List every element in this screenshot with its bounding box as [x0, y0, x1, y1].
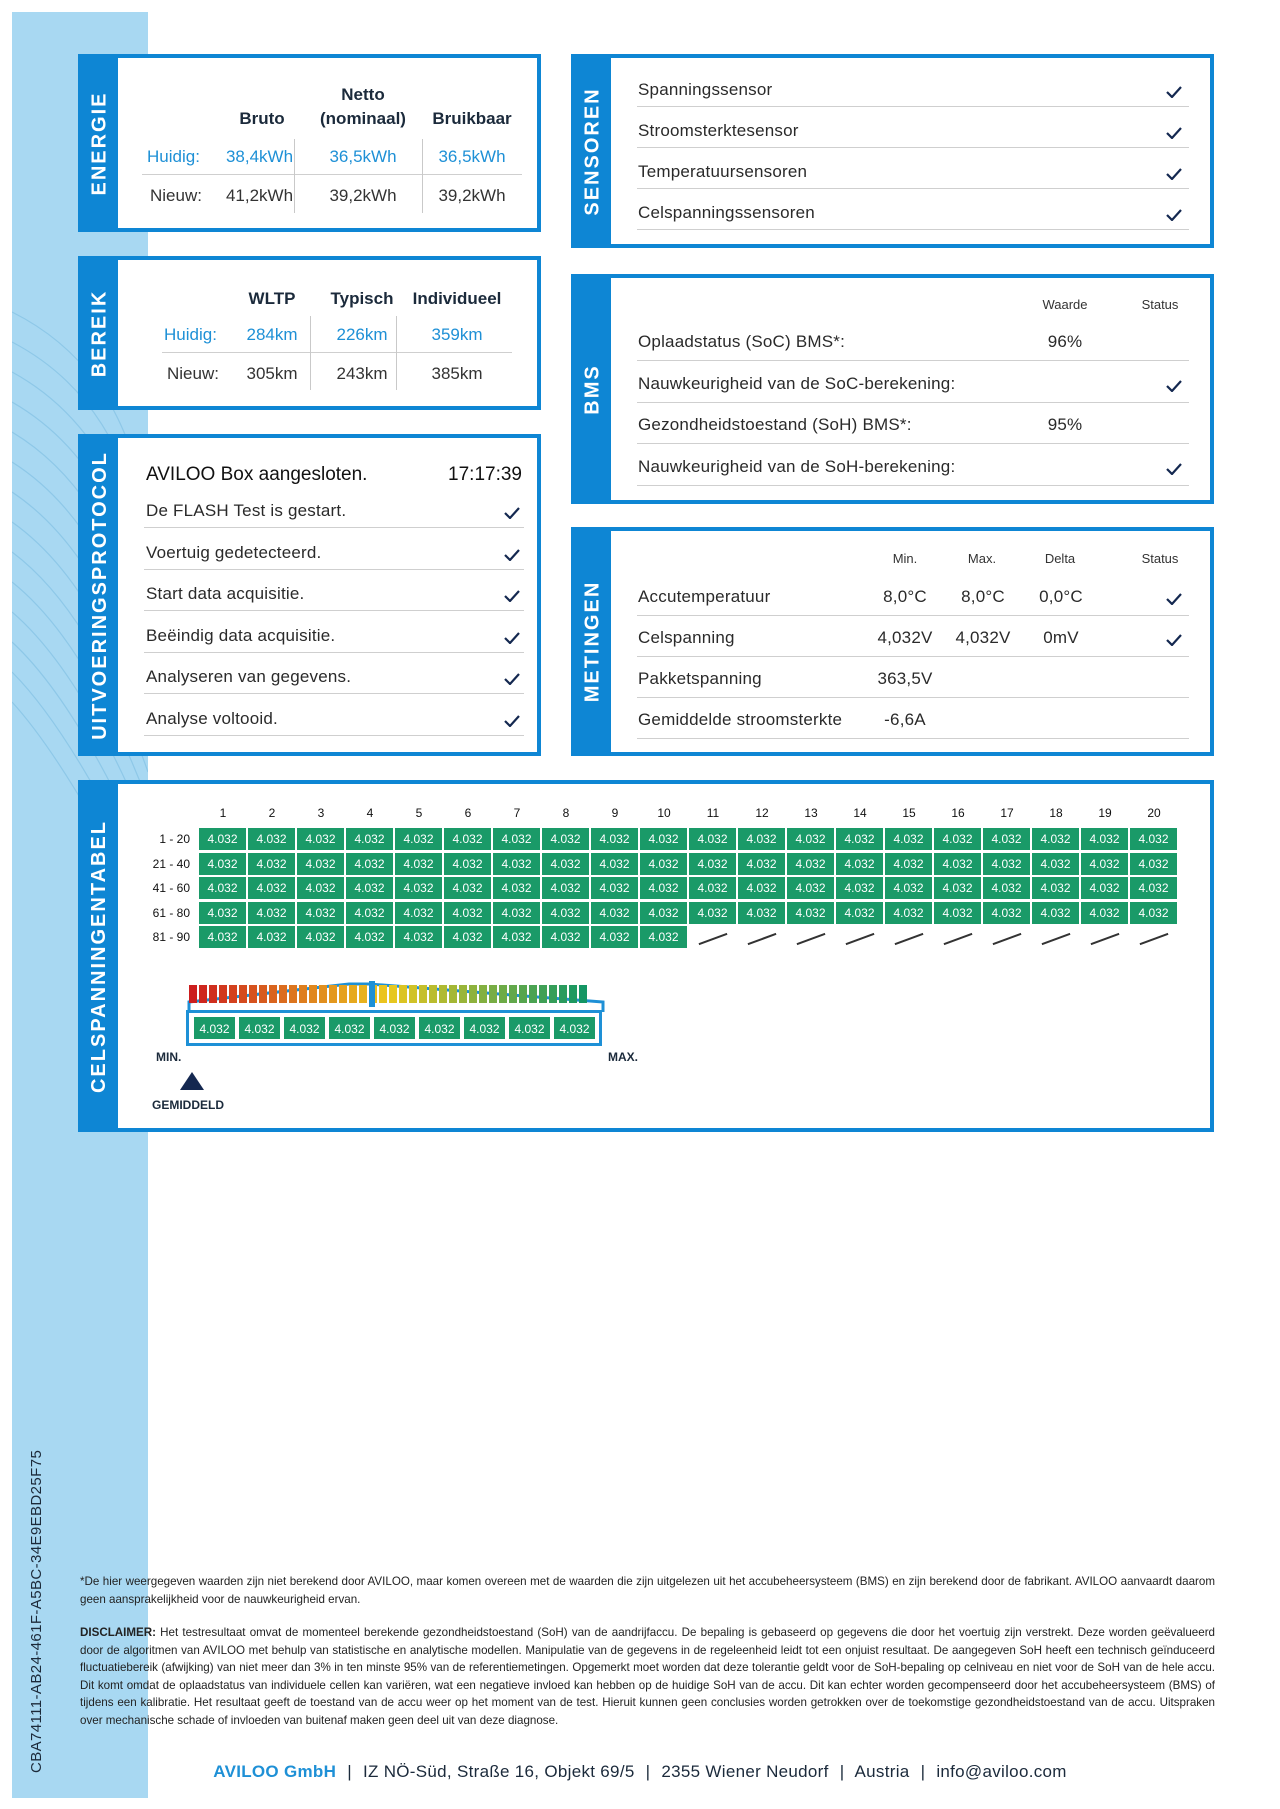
cell-voltage: 4.032 [542, 926, 590, 948]
celtabel-panel [78, 780, 1214, 1132]
metingen-tab: METINGEN [575, 531, 611, 752]
cell-voltage: 4.032 [248, 902, 296, 924]
zoom-cell-voltage: 4.032 [418, 1016, 461, 1040]
average-label: GEMIDDELD [152, 1098, 224, 1112]
heat-bar-segment [429, 985, 437, 1003]
heat-bar-segment [529, 985, 537, 1003]
max-label: MAX. [608, 1050, 638, 1064]
cell-voltage: 4.032 [640, 828, 688, 850]
cell-voltage: 4.032 [199, 828, 247, 850]
cell-voltage: 4.032 [444, 877, 492, 899]
heat-bar-segment [239, 985, 247, 1003]
heat-bar-segment [289, 985, 297, 1003]
heat-bar-segment [219, 985, 227, 1003]
grid-column-header: 10 [657, 806, 671, 820]
cell-voltage: 4.032 [493, 828, 541, 850]
cell-voltage: 4.032 [885, 828, 933, 850]
cell-voltage: 4.032 [787, 828, 835, 850]
zoom-cell-voltage: 4.032 [373, 1016, 416, 1040]
bms-header-status: Status [1141, 297, 1179, 312]
heat-bar-segment [209, 985, 217, 1003]
cell-voltage: 4.032 [248, 853, 296, 875]
grid-column-header: 20 [1147, 806, 1161, 820]
energie-current-bruto: 38,4kWh [225, 147, 294, 166]
heat-bar-segment [349, 985, 357, 1003]
zoom-cell-voltage: 4.032 [463, 1016, 506, 1040]
cell-voltage: 4.032 [346, 853, 394, 875]
zoom-cell-voltage: 4.032 [283, 1016, 326, 1040]
min-label: MIN. [156, 1050, 182, 1064]
empty-cell-slash [797, 933, 826, 945]
bereik-current-wltp: 284km [246, 325, 298, 344]
heat-bar-segment [579, 985, 587, 1003]
bms-row-label: Gezondheidstoestand (SoH) BMS*: [638, 415, 912, 434]
grid-column-header: 9 [611, 806, 619, 820]
grid-column-header: 1 [219, 806, 227, 820]
cell-voltage: 4.032 [346, 902, 394, 924]
energie-header-bruto: Bruto [239, 109, 285, 128]
cell-voltage: 4.032 [444, 902, 492, 924]
cell-voltage: 4.032 [934, 902, 982, 924]
metingen-row-delta: 0,0°C [1039, 587, 1083, 606]
heat-bar-segment [439, 985, 447, 1003]
heat-bar-segment [199, 985, 207, 1003]
cell-voltage: 4.032 [934, 828, 982, 850]
cell-voltage: 4.032 [1130, 853, 1178, 875]
bereik-current-individueel: 359km [431, 325, 483, 344]
heat-bar-segment [279, 985, 287, 1003]
heat-bar-segment [539, 985, 547, 1003]
cell-voltage: 4.032 [1032, 902, 1080, 924]
protocol-step: Voertuig gedetecteerd. [146, 542, 322, 562]
cell-voltage: 4.032 [444, 926, 492, 948]
metingen-row-max: 8,0°C [961, 587, 1005, 606]
grid-column-header: 15 [902, 806, 916, 820]
empty-cell-slash [699, 933, 728, 945]
cell-voltage: 4.032 [885, 853, 933, 875]
metingen-row-min: 363,5V [877, 669, 933, 688]
cell-voltage: 4.032 [346, 926, 394, 948]
heat-bar-segment [339, 985, 347, 1003]
check-icon [1166, 634, 1182, 646]
cell-voltage: 4.032 [640, 902, 688, 924]
heat-bar-segment [389, 985, 397, 1003]
bms-row-label: Oplaadstatus (SoC) BMS*: [638, 332, 845, 351]
grid-column-header: 7 [513, 806, 521, 820]
cell-voltage: 4.032 [885, 877, 933, 899]
cell-voltage: 4.032 [542, 877, 590, 899]
cell-voltage: 4.032 [542, 853, 590, 875]
grid-column-header: 12 [755, 806, 769, 820]
cell-voltage: 4.032 [836, 902, 884, 924]
cell-voltage: 4.032 [983, 877, 1031, 899]
cell-voltage: 4.032 [444, 828, 492, 850]
cell-voltage: 4.032 [297, 853, 345, 875]
protocol-step: Analyse voltooid. [146, 708, 278, 728]
metingen-row-min: 8,0°C [883, 587, 927, 606]
cell-voltage: 4.032 [640, 853, 688, 875]
cell-voltage: 4.032 [640, 926, 688, 948]
cell-voltage: 4.032 [297, 902, 345, 924]
empty-cell-slash [944, 933, 973, 945]
grid-column-header: 2 [268, 806, 276, 820]
cell-voltage: 4.032 [248, 828, 296, 850]
cell-voltage: 4.032 [395, 877, 443, 899]
metingen-header-delta: Delta [1044, 551, 1076, 566]
heat-bar-segment [319, 985, 327, 1003]
grid-column-header: 19 [1098, 806, 1112, 820]
grid-column-header: 14 [853, 806, 867, 820]
cell-voltage: 4.032 [199, 853, 247, 875]
heat-bar-segment [379, 985, 387, 1003]
sensoren-panel [571, 54, 1214, 248]
cell-voltage: 4.032 [689, 828, 737, 850]
footer-company: AVILOO GmbH [213, 1762, 337, 1781]
cell-voltage: 4.032 [493, 926, 541, 948]
empty-cell-slash [748, 933, 777, 945]
celtabel-tab: CELSPANNINGENTABEL [82, 784, 118, 1128]
zoom-cell-voltage: 4.032 [328, 1016, 371, 1040]
bms-row-value: 96% [1047, 332, 1083, 351]
metingen-row-min: -6,6A [884, 710, 926, 729]
metingen-row-label: Accutemperatuur [638, 587, 771, 606]
cell-voltage: 4.032 [983, 828, 1031, 850]
zoom-cell-voltage: 4.032 [553, 1016, 596, 1040]
check-icon [504, 632, 520, 644]
metingen-row-min: 4,032V [877, 628, 933, 647]
grid-column-header: 13 [804, 806, 818, 820]
metingen-panel [571, 527, 1214, 756]
footer-country: Austria [854, 1762, 910, 1781]
cell-voltage: 4.032 [444, 853, 492, 875]
grid-column-header: 4 [366, 806, 374, 820]
grid-column-header: 17 [1000, 806, 1014, 820]
energie-current-label: Huidig: [147, 147, 200, 166]
cell-voltage: 4.032 [885, 902, 933, 924]
heat-bar-segment [459, 985, 467, 1003]
bms-tab: BMS [575, 278, 611, 500]
metingen-row-max: 4,032V [955, 628, 1011, 647]
cell-voltage: 4.032 [787, 853, 835, 875]
grid-column-header: 16 [951, 806, 965, 820]
cell-voltage: 4.032 [1032, 853, 1080, 875]
energie-new-netto: 39,2kWh [329, 186, 397, 205]
cell-voltage: 4.032 [1130, 902, 1178, 924]
heat-bar-segment [409, 985, 417, 1003]
cell-voltage: 4.032 [1032, 828, 1080, 850]
zoom-cell-voltage: 4.032 [193, 1016, 236, 1040]
cell-voltage: 4.032 [346, 828, 394, 850]
cell-voltage: 4.032 [199, 902, 247, 924]
empty-cell-slash [993, 933, 1022, 945]
heat-bar-segment [449, 985, 457, 1003]
energie-header-netto: Netto [341, 85, 385, 104]
footer: AVILOO GmbH | IZ NÖ-Süd, Straße 16, Objekt 69/5 | 2355 Wiener Neudorf | Austria | info@aviloo.com [213, 1762, 1067, 1781]
cell-voltage: 4.032 [248, 877, 296, 899]
cell-voltage: 4.032 [542, 828, 590, 850]
protocol-step: De FLASH Test is gestart. [146, 501, 347, 520]
grid-row-header: 61 - 80 [152, 905, 190, 920]
cell-voltage: 4.032 [787, 902, 835, 924]
energie-new-label: Nieuw: [150, 186, 202, 205]
heat-bar-indicator [369, 981, 375, 1007]
cell-voltage: 4.032 [1130, 877, 1178, 899]
cell-voltage: 4.032 [395, 926, 443, 948]
sensor-item: Celspanningssensoren [638, 203, 815, 222]
cell-voltage: 4.032 [493, 853, 541, 875]
check-icon [1166, 593, 1182, 605]
grid-row-header: 81 - 90 [152, 930, 190, 944]
cell-voltage: 4.032 [346, 877, 394, 899]
bms-row-label: Nauwkeurigheid van de SoH-berekening: [638, 456, 956, 476]
cell-voltage: 4.032 [542, 902, 590, 924]
protocol-step: Analyseren van gegevens. [146, 667, 352, 686]
footer-address: IZ NÖ-Süd, Straße 16, Objekt 69/5 [362, 1762, 635, 1781]
grid-row-header: 21 - 40 [152, 856, 190, 871]
bms-header-value: Waarde [1042, 297, 1088, 312]
heat-bar-segment [399, 985, 407, 1003]
energie-current-netto: 36,5kWh [329, 147, 397, 166]
cell-voltage: 4.032 [738, 828, 786, 850]
check-icon [1166, 463, 1182, 475]
cell-voltage: 4.032 [983, 853, 1031, 875]
grid-column-header: 11 [706, 806, 720, 820]
grid-column-header: 5 [415, 806, 423, 820]
cell-voltage: 4.032 [1130, 828, 1178, 850]
cell-voltage: 4.032 [199, 926, 247, 948]
empty-cell-slash [895, 933, 924, 945]
heat-bar-segment [419, 985, 427, 1003]
energie-header-bruikbaar: Bruikbaar [432, 109, 512, 128]
bereik-new-label: Nieuw: [167, 364, 219, 383]
heat-bar-segment [229, 985, 237, 1003]
empty-cell-slash [1042, 933, 1071, 945]
footer-city: 2355 Wiener Neudorf [661, 1762, 829, 1781]
cell-voltage: 4.032 [493, 902, 541, 924]
empty-cell-slash [1091, 933, 1120, 945]
heat-bar-segment [469, 985, 477, 1003]
bereik-new-wltp: 305km [246, 364, 298, 383]
grid-row-header: 41 - 60 [152, 881, 190, 895]
check-icon [1166, 209, 1182, 221]
disclaimer-text: Het testresultaat omvat de momenteel berekende gezondheidstoestand (SoH) van de aandrijfaccu. De bepaling is gebaseerd op gegevens die door het voertuig zijn verstrekt. Deze worden geëvalueerd door de algoritmen van AVILOO met behulp van statistische en analytische modellen. Manipulatie van de gegevens in de regeleenheid leidt tot een onjuist resultaat. De aangegeven SoH heeft een technisch geïnduceerd fluctuatiebereik (afwijking) van niet meer dan 3% in ten minste 95% van de referentiemetingen. Opgemerkt moet worden dat deze tolerantie geldt voor de SoH-bepaling op celniveau en niet voor de SoH van de hele accu. Dit komt omdat de oplaadstatus van individuele cellen kan variëren, wat een negatieve invloed kan hebben op de huidige SoH van de accu. Dit kan echter worden gecompenseerd door het accubeheersysteem (BMS) of tijdens een kalibratie. Het resultaat geeft de toestand van de accu weer op het moment van de test. Hieruit kunnen geen conclusies worden getrokken over de toekomstige gezondheidstoestand van de accu. Uitspraken over mechanische schade of invloeden van buitenaf maken geen deel uit van deze diagnose. [80, 1626, 1215, 1727]
cell-voltage: 4.032 [787, 877, 835, 899]
heat-bar-segment [189, 985, 197, 1003]
check-icon [504, 590, 520, 602]
cell-voltage: 4.032 [395, 902, 443, 924]
cell-voltage: 4.032 [738, 902, 786, 924]
heat-bar-segment [299, 985, 307, 1003]
cell-voltage: 4.032 [591, 902, 639, 924]
protocol-time: 17:17:39 [448, 464, 522, 485]
bms-panel [571, 274, 1214, 504]
disclaimer-label: DISCLAIMER: [80, 1626, 156, 1639]
heat-bar-segment [509, 985, 517, 1003]
bereik-header-individueel: Individueel [412, 289, 502, 308]
cell-voltage: 4.032 [836, 877, 884, 899]
protocol-panel [78, 434, 541, 756]
bms-row-label: Nauwkeurigheid van de SoC-berekening: [638, 373, 956, 393]
cell-voltage: 4.032 [836, 828, 884, 850]
bereik-new-typisch: 243km [336, 364, 388, 383]
cell-voltage: 4.032 [836, 853, 884, 875]
cell-voltage: 4.032 [738, 877, 786, 899]
protocol-step: Beëindig data acquisitie. [146, 625, 336, 645]
cell-voltage: 4.032 [395, 828, 443, 850]
bereik-current-typisch: 226km [336, 325, 388, 344]
cell-voltage: 4.032 [1081, 828, 1129, 850]
heat-bar-segment [479, 985, 487, 1003]
metingen-header-status: Status [1141, 551, 1179, 566]
energie-current-bruikbaar: 36,5kWh [438, 147, 506, 166]
cell-voltage: 4.032 [1032, 877, 1080, 899]
cell-voltage: 4.032 [297, 926, 345, 948]
metingen-row-label: Celspanning [638, 628, 735, 647]
cell-voltage: 4.032 [983, 902, 1031, 924]
energie-new-bruto: 41,2kWh [225, 186, 294, 205]
bereik-header-wltp: WLTP [248, 289, 296, 308]
heat-bar-segment [549, 985, 557, 1003]
metingen-header-min: Min. [892, 551, 918, 566]
metingen-header-max: Max. [967, 551, 997, 566]
grid-column-header: 3 [317, 806, 325, 820]
energie-header-nominaal: (nominaal) [320, 109, 406, 128]
grid-column-header: 6 [464, 806, 472, 820]
energie-panel [78, 54, 541, 232]
grid-column-header: 18 [1049, 806, 1063, 820]
document-id: CBA74111-AB24-461F-A5BC-34E9EBD25F75 [28, 1449, 45, 1773]
heat-bar-segment [519, 985, 527, 1003]
heat-bar-segment [309, 985, 317, 1003]
check-icon [1166, 86, 1182, 98]
metingen-row-delta: 0mV [1043, 628, 1079, 647]
cell-voltage: 4.032 [689, 902, 737, 924]
bereik-new-individueel: 385km [431, 364, 483, 383]
cell-voltage: 4.032 [591, 853, 639, 875]
heat-bar-segment [559, 985, 567, 1003]
heat-bar-segment [259, 985, 267, 1003]
cell-voltage: 4.032 [689, 853, 737, 875]
cell-voltage: 4.032 [934, 853, 982, 875]
bereik-tab: BEREIK [82, 260, 118, 406]
metingen-row-label: Pakketspanning [638, 669, 762, 688]
grid-column-header: 8 [562, 806, 570, 820]
check-icon [1166, 380, 1182, 392]
heat-bar-segment [569, 985, 577, 1003]
bereik-panel [78, 256, 541, 410]
cell-voltage: 4.032 [1081, 877, 1129, 899]
zoom-cell-voltage: 4.032 [508, 1016, 551, 1040]
check-icon [504, 673, 520, 685]
energie-tab: ENERGIE [82, 58, 118, 228]
sensor-item: Temperatuursensoren [638, 162, 808, 181]
sensor-item: Stroomsterktesensor [638, 121, 799, 140]
cell-voltage: 4.032 [591, 926, 639, 948]
check-icon [1166, 168, 1182, 180]
cell-voltage: 4.032 [297, 828, 345, 850]
zoom-cell-voltage: 4.032 [238, 1016, 281, 1040]
cell-voltage: 4.032 [1081, 902, 1129, 924]
cell-voltage: 4.032 [591, 828, 639, 850]
empty-cell-slash [846, 933, 875, 945]
cell-voltage: 4.032 [738, 853, 786, 875]
disclaimer [80, 1624, 1215, 1730]
cell-voltage: 4.032 [493, 877, 541, 899]
energie-new-bruikbaar: 39,2kWh [438, 186, 506, 205]
metingen-row-label: Gemiddelde stroomsterkte [638, 710, 843, 729]
cell-voltage: 4.032 [1081, 853, 1129, 875]
heat-bar-segment [249, 985, 257, 1003]
heat-bar-segment [499, 985, 507, 1003]
protocol-tab: UITVOERINGSPROTOCOL [82, 438, 118, 752]
grid-row-header: 1 - 20 [159, 832, 190, 846]
heat-bar-segment [329, 985, 337, 1003]
check-icon [504, 549, 520, 561]
cell-voltage: 4.032 [640, 877, 688, 899]
cell-voltage: 4.032 [934, 877, 982, 899]
sensor-item: Spanningssensor [638, 80, 773, 99]
disclaimer-note: *De hier weergegeven waarden zijn niet berekend door AVILOO, maar komen overeen met de waarden die zijn uitgelezen uit het accubeheersysteem (BMS) en zijn berekend door de fabrikant. AVILOO aanvaardt daarom geen aansprakelijkheid voor de nauwkeurigheid ervan. [80, 1575, 1215, 1606]
bereik-current-label: Huidig: [164, 325, 217, 344]
sensoren-tab: SENSOREN [575, 58, 611, 244]
cell-voltage: 4.032 [689, 877, 737, 899]
heat-bar-segment [359, 985, 367, 1003]
cell-voltage: 4.032 [297, 877, 345, 899]
protocol-heading: AVILOO Box aangesloten. [146, 464, 368, 485]
cell-voltage: 4.032 [395, 853, 443, 875]
bms-row-value: 95% [1047, 415, 1083, 434]
check-icon [1166, 127, 1182, 139]
check-icon [504, 715, 520, 727]
average-marker-icon [180, 1072, 204, 1090]
cell-voltage: 4.032 [248, 926, 296, 948]
cell-voltage: 4.032 [199, 877, 247, 899]
check-icon [504, 507, 520, 519]
footer-email[interactable]: info@aviloo.com [936, 1762, 1067, 1781]
protocol-step: Start data acquisitie. [146, 584, 305, 603]
bereik-header-typisch: Typisch [330, 289, 394, 308]
heat-bar-segment [269, 985, 277, 1003]
empty-cell-slash [1140, 933, 1169, 945]
cell-voltage: 4.032 [591, 877, 639, 899]
heat-bar-segment [489, 985, 497, 1003]
